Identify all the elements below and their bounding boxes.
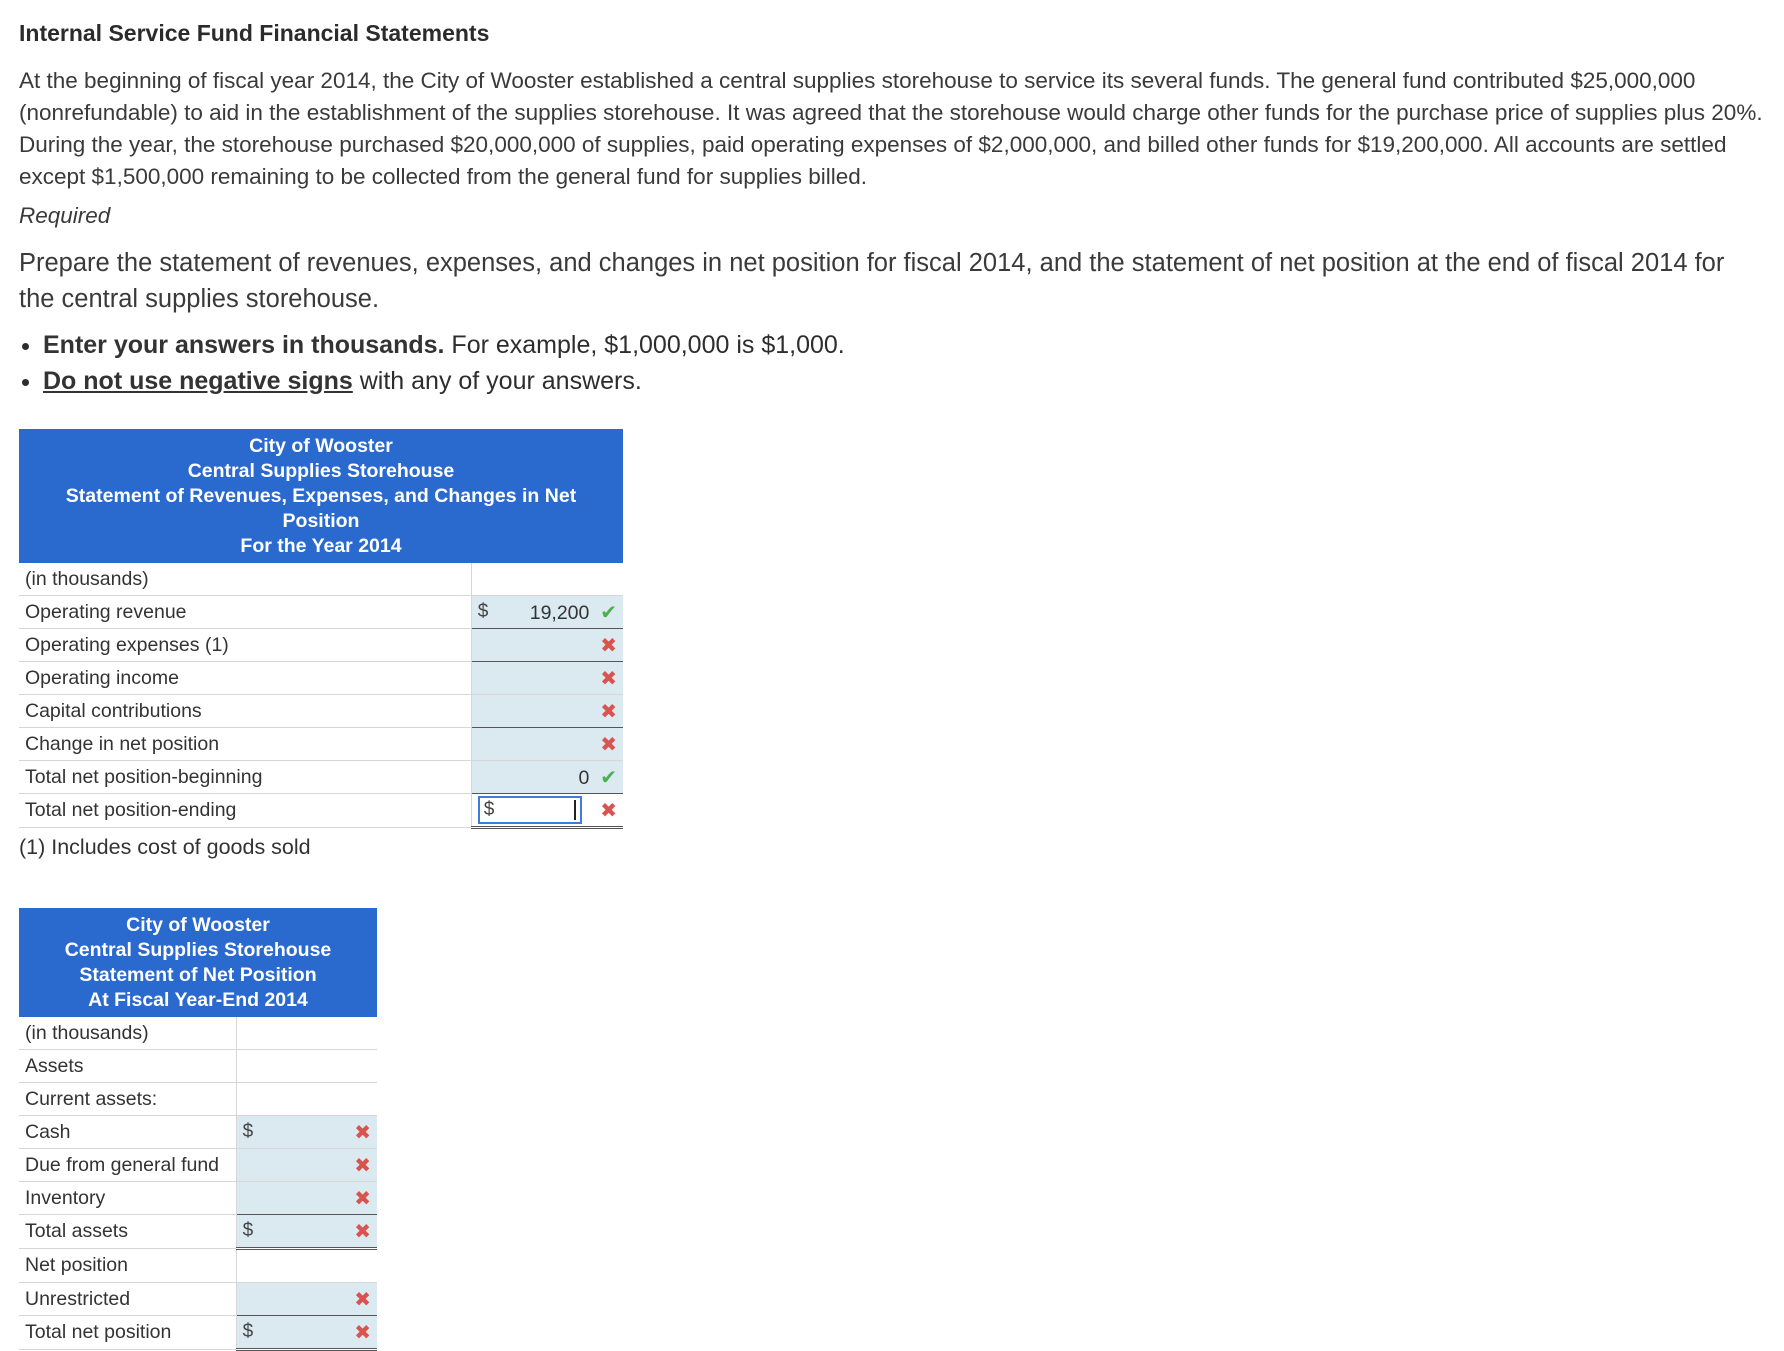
table-row: [19, 1116, 377, 1149]
table-row: [19, 1017, 377, 1050]
x-icon: ✖: [600, 667, 617, 690]
row-label: Capital contributions: [19, 695, 471, 728]
row-label: Total net position: [19, 1316, 236, 1350]
row-label: Operating income: [19, 662, 471, 695]
x-icon: ✖: [354, 1121, 371, 1144]
capital-contributions-input[interactable]: [471, 695, 623, 728]
row-label: Total net position-beginning: [19, 761, 471, 794]
text-caret: [574, 800, 576, 820]
table-row: [19, 1249, 377, 1283]
focused-text-input[interactable]: $: [478, 796, 582, 824]
check-icon: ✔: [600, 766, 617, 789]
x-icon: ✖: [600, 799, 617, 822]
prepare-instructions: Prepare the statement of revenues, expenses, and changes in net position for fiscal 2014, and the statement of net position at the end of fiscal 2014 for the central supplies storehouse.: [19, 249, 1725, 313]
table-row: [19, 761, 623, 794]
row-label: Operating expenses (1): [19, 629, 471, 662]
row-label: Due from general fund: [19, 1149, 236, 1182]
table-row: [19, 1182, 377, 1215]
table-row: [19, 1215, 377, 1249]
footnote: (1) Includes cost of goods sold: [19, 835, 311, 859]
unrestricted-input[interactable]: [236, 1283, 377, 1316]
x-icon: ✖: [354, 1154, 371, 1177]
change-in-net-position-input[interactable]: [471, 728, 623, 761]
table-row: [19, 1083, 377, 1116]
row-label: Unrestricted: [19, 1283, 236, 1316]
table-row: [19, 1149, 377, 1182]
instruction-no-negative: • Do not use negative signs with any of your answers.: [43, 363, 1766, 399]
x-icon: ✖: [354, 1220, 371, 1243]
unit-label: (in thousands): [19, 1017, 236, 1050]
table-row: [19, 662, 623, 695]
table-row: [19, 1050, 377, 1083]
row-label: Inventory: [19, 1182, 236, 1215]
x-icon: ✖: [354, 1288, 371, 1311]
operating-revenue-input[interactable]: $ 19,200 ✔: [471, 596, 623, 629]
problem-intro: At the beginning of fiscal year 2014, the City of Wooster established a central supplies storehouse to service its several funds. The general fund contributed $25,000,000 (nonrefundable) to aid in the establishment of the supplies storehouse. It was agreed that the storehouse would charge other funds for the purchase price of supplies plus 20%. During the year, the storehouse purchased $20,000,000 of supplies, paid operating expenses of $2,000,000, and billed other funds for $19,200,000. All accounts are settled except $1,500,000 remaining to be collected from the general fund for supplies billed.: [19, 68, 1763, 189]
table-row: [19, 629, 623, 662]
section-label: Current assets:: [19, 1083, 236, 1116]
section-label: Net position: [19, 1249, 236, 1283]
x-icon: ✖: [600, 733, 617, 756]
inventory-input[interactable]: [236, 1182, 377, 1215]
net-position-beginning-input[interactable]: 0 ✔: [471, 761, 623, 794]
total-net-position-input[interactable]: $ ✖: [236, 1316, 377, 1350]
table-row: [19, 1283, 377, 1316]
required-label: Required: [19, 203, 111, 228]
statement2-header: City of Wooster Central Supplies Storehouse Statement of Net Position At Fiscal Year-End 2014: [19, 908, 377, 1017]
table-row: [19, 794, 623, 828]
due-from-general-fund-input[interactable]: [236, 1149, 377, 1182]
table-row: [19, 596, 623, 629]
row-label: Operating revenue: [19, 596, 471, 629]
net-position-statement-table: [19, 908, 377, 1351]
x-icon: ✖: [600, 700, 617, 723]
instruction-list: [19, 327, 1766, 399]
net-position-ending-input[interactable]: [471, 794, 623, 828]
cash-input[interactable]: $ ✖: [236, 1116, 377, 1149]
row-label: Total assets: [19, 1215, 236, 1249]
x-icon: ✖: [600, 634, 617, 657]
page-title: Internal Service Fund Financial Statements: [19, 20, 490, 46]
row-label: Cash: [19, 1116, 236, 1149]
value-text: 19,200: [529, 601, 590, 624]
section-label: Assets: [19, 1050, 236, 1083]
operating-expenses-input[interactable]: [471, 629, 623, 662]
row-label: Total net position-ending: [19, 794, 471, 828]
check-icon: ✔: [600, 601, 617, 624]
table-row: [19, 563, 623, 596]
table-row: [19, 1316, 377, 1350]
table-row: [19, 728, 623, 761]
statement1-header: City of Wooster Central Supplies Storehouse Statement of Revenues, Expenses, and Changes in Net Position For the Year 2014: [19, 429, 623, 563]
instruction-thousands: • Enter your answers in thousands. For example, $1,000,000 is $1,000.: [43, 327, 1766, 363]
x-icon: ✖: [354, 1187, 371, 1210]
table-row: [19, 695, 623, 728]
unit-label: (in thousands): [19, 563, 471, 596]
x-icon: ✖: [354, 1321, 371, 1344]
total-assets-input[interactable]: $ ✖: [236, 1215, 377, 1249]
row-label: Change in net position: [19, 728, 471, 761]
revenues-statement-table: [19, 429, 623, 829]
operating-income-input[interactable]: [471, 662, 623, 695]
